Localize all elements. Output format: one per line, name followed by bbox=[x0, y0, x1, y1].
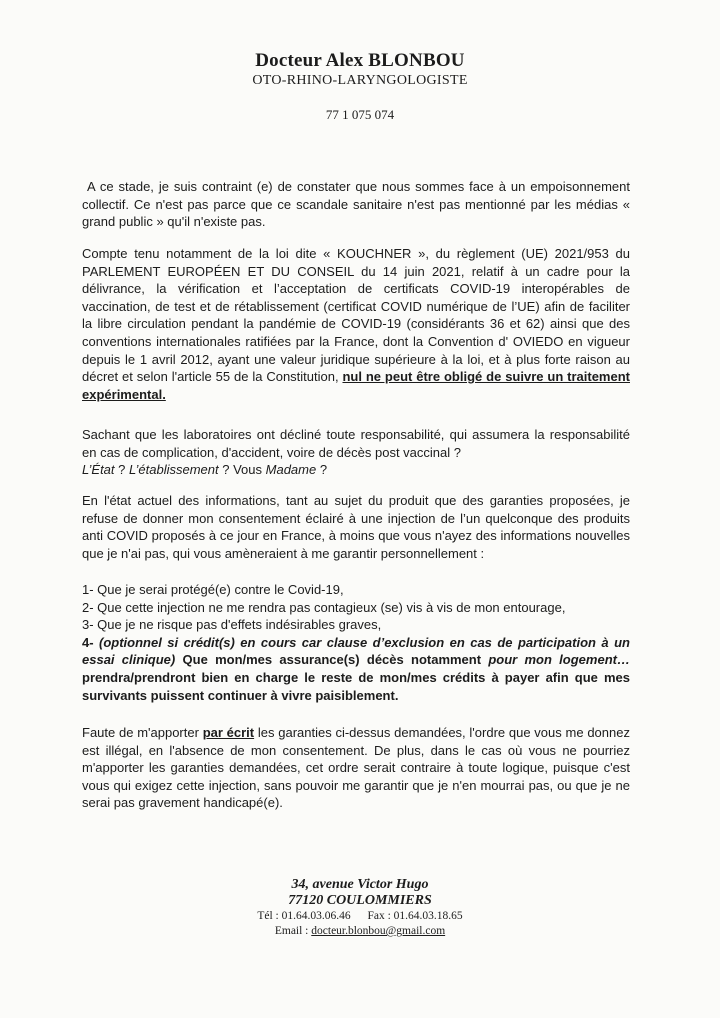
list-item: 3- Que je ne risque pas d'effets indésirables graves, bbox=[82, 617, 382, 633]
list-item-optional-note: (optionnel si crédit(s) en cours car clause d’exclusion en cas de participation à un essai clinique) bbox=[82, 634, 630, 668]
paragraph-legal-text: Compte tenu notamment de la loi dite « KOUCHNER », du règlement (UE) 2021/953 du PARLEMENT EUROPÉEN ET DU CONSEIL du 14 juin 2021, relatif à un cadre pour la délivrance, la vérification et l’acceptation de certificats COVID-19 interopérables de vaccination, de test et de rétablissement (certificat COVID numérique de l’UE) afin de faciliter la libre circulation pendant la pandémie de COVID-19 (considérants 36 et 62) ainsi que des conventions internationales ratifiées par la France, dont la Convention d' OVIEDO en vigueur depuis le 1 avril 2012, ayant une valeur juridique supérieure à la loi, et à plus forte raison au décret et selon l'article 55 de la Constitution, bbox=[82, 246, 630, 385]
footer-city: 77120 COULOMMIERS bbox=[288, 893, 432, 908]
list-item-number: 4- bbox=[82, 634, 94, 650]
question-establishment: L’établissement bbox=[129, 462, 219, 478]
paragraph-refusal: En l'état actuel des informations, tant au sujet du produit que des garanties proposées, je refuse de donner mon consentement éclairé à une injection de l’un quelconque des produits anti COVID proposés à ce jour en France, à moins que vous n'ayez des informations nouvelles que je n'ai pas, qui vous amèneraient à me garantir personnellement : bbox=[82, 493, 630, 561]
paragraph-intro-text: A ce stade, je suis contraint (e) de constater que nous sommes face à un empoisonnement collectif. Ce n'est pas parce que ce scandale sanitaire n'est pas mentionné par les médias « grand public » qu'il n'existe pas. bbox=[82, 179, 630, 230]
tel-label: Tél : bbox=[257, 910, 279, 922]
paragraph-conclusion-text: les garanties ci-dessus demandées, l'ordre que vous me donnez est illégal, en l'absence de mon consentement. De plus, dans le cas où vous ne pourriez m'apporter les garanties demandées, cet ordre serait contraire à toute logique, puisque c'est vous qui exigez cette injection, sans pouvoir me garantir que je n'en mourrai pas, ou que je ne serai pas gravement handicapé(e). bbox=[82, 725, 630, 811]
email-label: Email : bbox=[274, 925, 309, 937]
paragraph-intro bbox=[82, 178, 630, 231]
paragraph-conclusion bbox=[82, 724, 630, 812]
written-emphasis: par écrit bbox=[202, 725, 255, 740]
list-item: 2- Que cette injection ne me rendra pas contagieux (se) vis à vis de mon entourage, bbox=[82, 599, 566, 615]
question-you: Vous bbox=[233, 462, 263, 478]
list-item: 1- Que je serai protégé(e) contre le Covid-19, bbox=[82, 582, 344, 597]
list-item-insurance bbox=[82, 634, 630, 704]
paragraph-legal bbox=[82, 245, 630, 403]
question-state: L’État bbox=[82, 462, 115, 478]
legal-emphasis: nul ne peut être obligé de suivre un traitement expérimental. bbox=[82, 369, 630, 402]
fax-number: 01.64.03.18.65 bbox=[393, 910, 463, 922]
email-link[interactable]: docteur.blonbou@gmail.com bbox=[311, 925, 446, 937]
doctor-specialty: OTO-RHINO-LARYNGOLOGISTE bbox=[252, 73, 468, 88]
list-item-insurance-end: prendra/prendront bien en charge le reste de mon/mes crédits à payer afin que mes survivants puissent continuer à vivre paisiblement. bbox=[82, 669, 630, 703]
footer-contact bbox=[0, 910, 720, 922]
doctor-name: Docteur Alex BLONBOU bbox=[255, 50, 465, 71]
doctor-phone: 77 1 075 074 bbox=[325, 107, 395, 122]
footer-email bbox=[0, 925, 720, 937]
guarantee-list bbox=[82, 581, 630, 704]
question-madame: Madame bbox=[265, 462, 317, 478]
tel-number: 01.64.03.06.46 bbox=[281, 910, 351, 922]
fax-label: Fax : bbox=[367, 910, 391, 922]
paragraph-responsibility: Sachant que les laboratoires ont décliné toute responsabilité, qui assumera la responsabilité en cas de complication, d'accident, voire de décès post vaccinal ? L’État ? L’établissement ? Vous Madame ? bbox=[82, 427, 630, 478]
list-item-insurance-text: Que mon/mes assurance(s) décès notamment bbox=[182, 652, 482, 668]
footer-address: 34, avenue Victor Hugo bbox=[291, 877, 429, 892]
paragraph-conclusion-start: Faute de m'apporter bbox=[82, 725, 199, 740]
list-item-housing-note: pour mon logement… bbox=[488, 652, 630, 668]
paragraph-responsibility-text: Sachant que les laboratoires ont décliné toute responsabilité, qui assumera la responsabilité en cas de complication, d'accident, voire de décès post vaccinal ? bbox=[82, 427, 630, 460]
